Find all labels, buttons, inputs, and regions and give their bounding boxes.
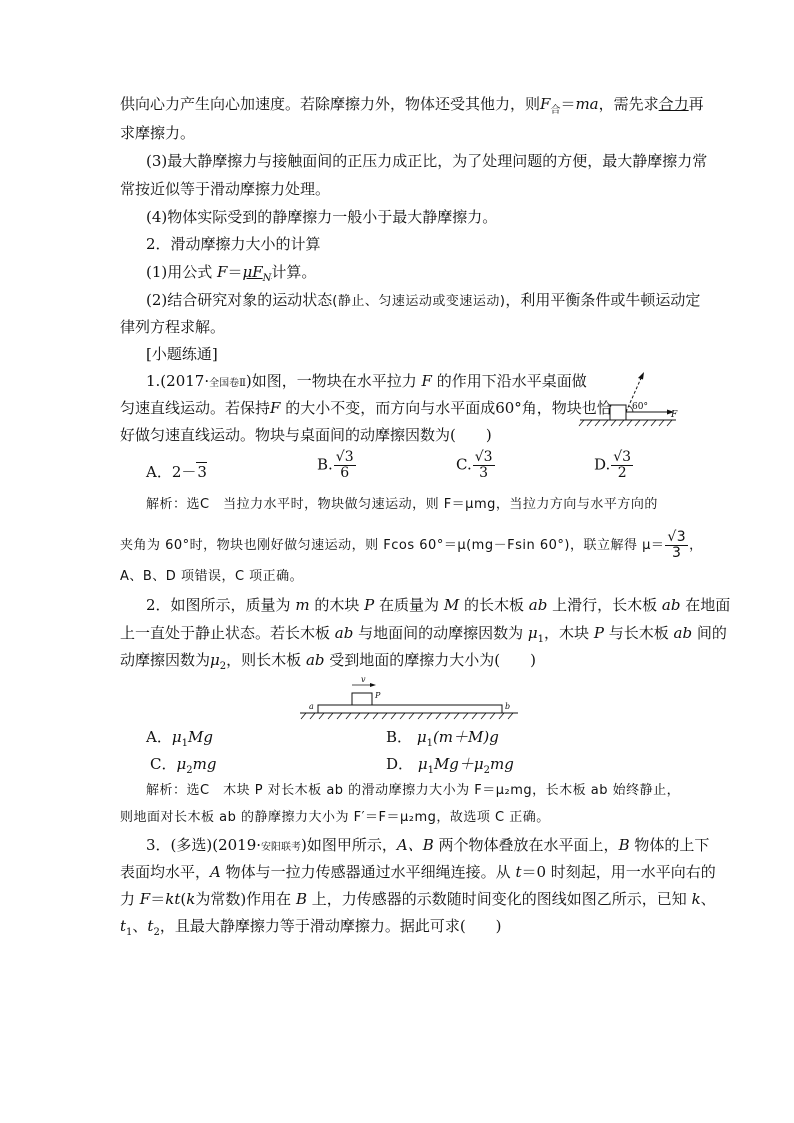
text: 受到地面的摩擦力大小为( ) <box>329 651 536 669</box>
option-text: Mg＋ <box>433 755 474 773</box>
symbol: ab <box>528 596 548 614</box>
symbol: F <box>421 372 432 390</box>
text: 匀速直线运动。若保持 <box>120 399 271 417</box>
text: ＝ <box>150 890 166 908</box>
option-label: D． <box>386 755 414 773</box>
symbol: F <box>270 399 281 417</box>
text-line <box>146 289 700 313</box>
sqrt: 3 <box>197 463 207 481</box>
text-line: 律列方程求解。 <box>120 318 226 336</box>
text: 2．如图所示，质量为 <box>146 596 291 614</box>
symbol: ma <box>575 95 599 113</box>
text: 上滑行，长木板 <box>552 596 658 614</box>
option-label: C. <box>456 455 472 474</box>
text: 的大小不变，而方向与水平面成60°角，物块也恰 <box>285 399 612 417</box>
text-line: 常按近似等于滑动摩擦力处理。 <box>120 180 331 198</box>
symbol: F <box>540 95 551 113</box>
source: 安阳联考 <box>261 842 302 853</box>
text: 计算。 <box>271 263 317 281</box>
text: (2)结合研究对象的运动状态 <box>146 291 333 309</box>
solution-line <box>120 530 703 561</box>
text-line <box>146 261 316 290</box>
symbol: t <box>120 917 127 935</box>
text: ，且最大静摩擦力等于滑动摩擦力。据此可求( ) <box>159 917 502 935</box>
numerator: √3 <box>667 529 687 545</box>
option-text: mg <box>490 755 514 773</box>
symbol: B <box>618 836 630 854</box>
text: ，则长木板 <box>226 651 302 669</box>
subscript: 2 <box>219 661 227 672</box>
option-label: B. <box>317 455 333 474</box>
text: 在质量为 <box>379 596 440 614</box>
symbol: ab <box>673 624 693 642</box>
subscript: 1 <box>126 927 133 938</box>
question-1-line <box>146 370 587 395</box>
symbol: μ <box>527 624 538 642</box>
solution-line: 则地面对长木板 ab 的静摩擦力大小为 F′＝F＝μ₂mg，故选项 C 正确。 <box>120 810 550 825</box>
option-d[interactable] <box>386 753 514 782</box>
symbol: A <box>210 863 221 881</box>
question-2-line <box>146 594 730 616</box>
symbol: μ <box>416 728 427 746</box>
question-1-line <box>120 397 612 419</box>
numerator: √3 <box>613 449 632 465</box>
fraction <box>334 450 356 481</box>
option-label: A．2－ <box>146 463 197 481</box>
subscript: 2 <box>186 765 193 776</box>
text: 、 <box>700 890 716 908</box>
text: 上一直处于静止状态。若长木板 <box>120 624 331 642</box>
option-b[interactable] <box>386 726 499 755</box>
option-text: Mg <box>187 728 213 746</box>
text: 在地面 <box>685 596 731 614</box>
text: (静止、匀速运动或变速运动) <box>332 294 506 309</box>
text: ( <box>180 890 187 908</box>
denominator: 3 <box>672 545 682 561</box>
symbol: μ <box>473 755 484 773</box>
solution-line: 解析：选C 木块 P 对长木板 ab 的滑动摩擦力大小为 F＝μ₂mg，长木板 ab 始终静止， <box>146 783 681 798</box>
text: (1)用公式 <box>146 263 213 281</box>
fraction <box>665 530 688 561</box>
option-text: (m＋M)g <box>432 728 499 746</box>
end-b-label: b <box>505 702 511 711</box>
source: 全国卷Ⅱ <box>209 378 246 389</box>
symbol: m <box>295 596 310 614</box>
subscript: 1 <box>426 738 433 749</box>
option-label: C． <box>150 755 177 773</box>
text: 的长木板 <box>463 596 524 614</box>
symbol: P <box>593 624 604 642</box>
fraction <box>611 450 633 481</box>
block-label: P <box>375 691 381 700</box>
text: ，需先求 <box>598 95 659 113</box>
text: )如图，一物块在水平拉力 <box>245 372 417 390</box>
text: )如图甲所示， <box>301 836 397 854</box>
text-line: (3)最大静摩擦力与接触面间的正压力成正比，为了处理问题的方便，最大静摩擦力常 <box>146 152 708 170</box>
text-line: (4)物体实际受到的静摩擦力一般小于最大静摩擦力。 <box>146 208 498 226</box>
text: ，利用平衡条件或牛顿运动定 <box>505 291 701 309</box>
subscript: 1 <box>537 634 545 645</box>
denominator: 3 <box>479 465 489 481</box>
option-text: mg <box>192 755 217 773</box>
underlined-text: 合力 <box>658 95 689 113</box>
option-b[interactable] <box>317 450 357 481</box>
section-heading: 2．滑动摩擦力大小的计算 <box>146 235 321 253</box>
solution-line: A、B、D 项错误，C 项正确。 <box>120 569 304 584</box>
text: ＝ <box>227 263 243 281</box>
symbol: A、B <box>396 836 434 854</box>
option-label: B． <box>386 728 413 746</box>
symbol: M <box>443 596 460 614</box>
text: 上，力传感器的示数随时间变化的图线如图乙所示，已知 <box>311 890 687 908</box>
numerator: √3 <box>335 449 354 465</box>
subscript: 2 <box>483 765 491 776</box>
text: ＝ <box>560 95 576 113</box>
angle-label: 60° <box>632 402 648 412</box>
text: 3．(多选)(2019· <box>146 836 262 854</box>
text: ＝0 时刻起，用一水平向右的 <box>521 863 716 881</box>
question-1-line: 好做匀速直线运动。物块与桌面间的动摩擦因数为( ) <box>120 426 492 444</box>
symbol: B <box>295 890 307 908</box>
option-label: A． <box>146 728 172 746</box>
text: ，木块 <box>544 624 590 642</box>
question-2-line <box>120 622 727 651</box>
plank-figure <box>298 673 520 721</box>
subscript: 1 <box>427 765 434 776</box>
symbol: k <box>186 890 196 908</box>
symbol: t <box>147 917 154 935</box>
text: 表面均水平， <box>120 863 211 881</box>
symbol: ab <box>334 624 354 642</box>
text: 的作用下沿水平桌面做 <box>436 372 587 390</box>
option-d[interactable] <box>594 450 634 481</box>
question-3-line <box>120 861 716 883</box>
text: ， <box>689 538 703 553</box>
symbol: ab <box>661 596 681 614</box>
solution-line: 解析：选C 当拉力水平时，物块做匀速运动，则 F＝μmg，当拉力方向与水平方向的 <box>146 497 658 512</box>
option-c[interactable] <box>150 753 216 782</box>
symbol: F <box>139 890 151 908</box>
option-a[interactable] <box>146 726 213 755</box>
text: 力 <box>120 890 136 908</box>
symbol: t <box>515 863 522 881</box>
symbol: F <box>217 263 228 281</box>
symbol: P <box>364 596 375 614</box>
text-line: 求摩擦力。 <box>120 124 196 142</box>
block-force-figure <box>576 370 682 436</box>
text: 动摩擦因数为 <box>120 651 211 669</box>
text: 两个物体叠放在水平面上， <box>438 836 619 854</box>
subscript: N <box>262 273 272 284</box>
fraction <box>473 450 495 481</box>
text: 、 <box>132 917 148 935</box>
question-3-line <box>146 834 709 859</box>
symbol: kt <box>165 890 181 908</box>
symbol: ab <box>305 651 325 669</box>
text: 物体与一拉力传感器通过水平细绳连接。从 <box>225 863 511 881</box>
formula: μF <box>242 263 263 281</box>
symbol: k <box>691 890 701 908</box>
subscript: 2 <box>153 927 160 938</box>
denominator: 2 <box>617 465 627 481</box>
question-3-line <box>120 915 502 944</box>
text: 再 <box>688 95 704 113</box>
text: 的木块 <box>314 596 360 614</box>
question-3-line <box>120 888 716 910</box>
force-label: F <box>671 410 678 420</box>
text: 为常数)作用在 <box>195 890 292 908</box>
option-label: D. <box>594 455 611 474</box>
subscript: 合 <box>550 105 561 116</box>
option-c[interactable] <box>456 450 496 481</box>
text: 供向心力产生向心加速度。若除摩擦力外，物体还受其他力，则 <box>120 95 541 113</box>
section-heading: [小题练通] <box>146 345 218 363</box>
symbol: μ <box>210 651 220 669</box>
text: 与地面间的动摩擦因数为 <box>358 624 524 642</box>
end-a-label: a <box>309 702 314 711</box>
velocity-label: v <box>361 675 366 684</box>
symbol: μ <box>171 728 182 746</box>
text: 1.(2017· <box>146 372 210 390</box>
text: 物体的上下 <box>634 836 710 854</box>
text: 夹角为 60°时，物块也刚好做匀速运动，则 Fcos 60°＝μ(mg－Fsin 60°)，联立解得 μ＝ <box>120 538 665 553</box>
text-line <box>120 93 704 122</box>
symbol: μ <box>176 755 187 773</box>
denominator: 6 <box>340 465 350 481</box>
option-a[interactable] <box>146 461 207 483</box>
text: 与长木板 <box>608 624 669 642</box>
numerator: √3 <box>474 449 493 465</box>
symbol: μ <box>417 755 428 773</box>
text: 间的 <box>696 624 727 642</box>
subscript: 1 <box>181 738 188 749</box>
